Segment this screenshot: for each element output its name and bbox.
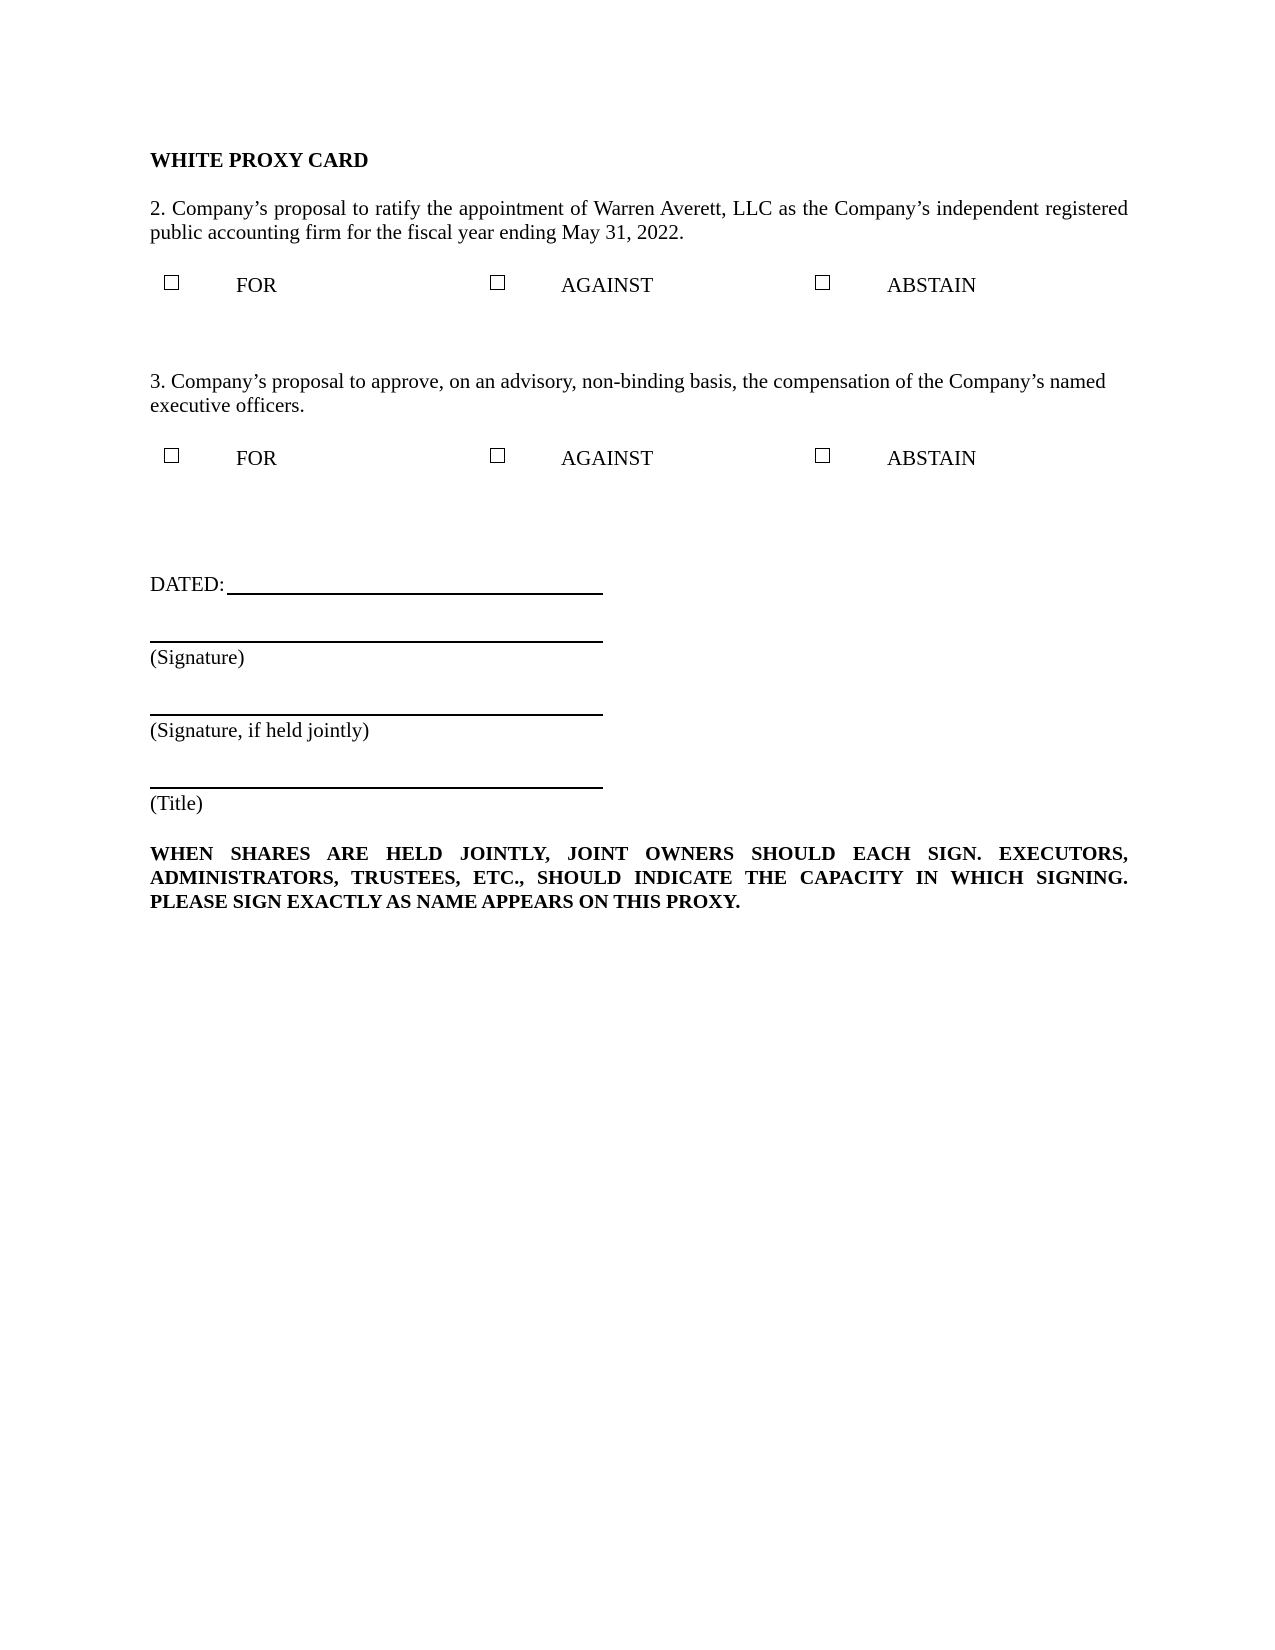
signature-caption: (Signature)	[150, 645, 245, 669]
proposal-3-abstain-checkbox[interactable]	[815, 448, 830, 463]
proposal-2-against-label: AGAINST	[561, 273, 654, 297]
proposal-2-for-checkbox[interactable]	[164, 275, 179, 290]
proposal-3-for-label: FOR	[236, 446, 277, 470]
proposal-3-vote-options	[150, 446, 1130, 472]
proposal-3-for-checkbox[interactable]	[164, 448, 179, 463]
proposal-2-against-checkbox[interactable]	[490, 275, 505, 290]
joint-signature-caption: (Signature, if held jointly)	[150, 718, 370, 742]
dated-field-line[interactable]	[227, 593, 603, 595]
proposal-3-abstain-label: ABSTAIN	[887, 446, 977, 470]
proposal-3-text: 3. Company’s proposal to approve, on an advisory, non-binding basis, the compensation of the Company’s named executive officers.	[150, 369, 1106, 417]
proposal-2-for-label: FOR	[236, 273, 277, 297]
proposal-3-against-checkbox[interactable]	[490, 448, 505, 463]
proxy-card-page	[150, 0, 1130, 1650]
proposal-3-against-label: AGAINST	[561, 446, 654, 470]
card-title: WHITE PROXY CARD	[150, 148, 369, 172]
proposal-2-abstain-label: ABSTAIN	[887, 273, 977, 297]
title-caption: (Title)	[150, 791, 203, 815]
signing-instructions-notice: WHEN SHARES ARE HELD JOINTLY, JOINT OWNERS SHOULD EACH SIGN. EXECUTORS, ADMINISTRATORS, TRUSTEES, ETC., SHOULD INDICATE THE CAPACITY IN WHICH SIGNING. PLEASE SIGN EXACTLY AS NAME APPEARS ON THIS PROXY.	[150, 843, 1128, 913]
proposal-2-abstain-checkbox[interactable]	[815, 275, 830, 290]
dated-label: DATED:	[150, 572, 225, 596]
joint-signature-field-line[interactable]	[150, 714, 603, 716]
signature-field-line[interactable]	[150, 641, 603, 643]
title-field-line[interactable]	[150, 787, 603, 789]
proposal-2-vote-options	[150, 273, 1130, 299]
proposal-2-text: 2. Company’s proposal to ratify the appointment of Warren Averett, LLC as the Company’s independent registered public accounting firm for the fiscal year ending May 31, 2022.	[150, 196, 1128, 244]
